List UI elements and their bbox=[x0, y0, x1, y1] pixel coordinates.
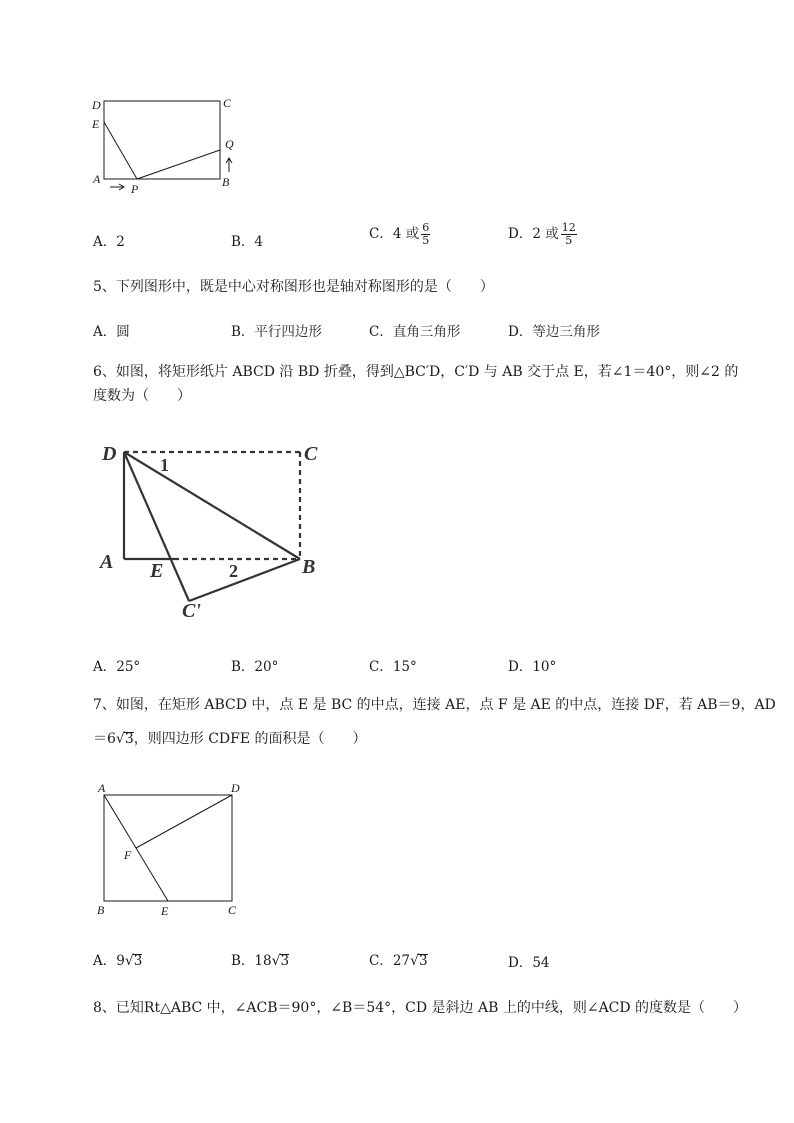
q4-option-c-fraction: $\frac{6}{5}$ bbox=[422, 221, 430, 247]
q4-option-d[interactable] bbox=[508, 222, 577, 247]
fig4-label-d: D bbox=[92, 98, 101, 112]
fig7-label-b: B bbox=[97, 903, 105, 917]
fig7-segment-ae bbox=[104, 795, 168, 901]
fig4-label-b: B bbox=[222, 175, 230, 189]
q7-question-line1: 7、如图，在矩形 ABCD 中，点 E 是 BC 的中点，连接 AE，点 F 是 AE 的中点，连接 DF，若 AB＝9，AD bbox=[93, 697, 776, 713]
q4-option-a[interactable]: A．2 bbox=[93, 234, 125, 250]
fig7-label-e: E bbox=[161, 904, 169, 918]
q8-question-text: 8、已知Rt△ABC 中，∠ACB＝90°，∠B＝54°，CD 是斜边 AB 上的中线，则∠ACD 的度数是（ ） bbox=[93, 1000, 748, 1016]
fig6-angle-2-label: 2 bbox=[229, 561, 238, 581]
q7-option-b[interactable]: B．18√3 bbox=[231, 953, 290, 969]
fig6-label-b: B bbox=[302, 556, 316, 578]
q6-question-line1: 6、如图，将矩形纸片 ABCD 沿 BD 折叠，得到△BC′D，C′D 与 AB 交于点 E，若∠1＝40°，则∠2 的 bbox=[93, 364, 739, 380]
q5-option-c[interactable]: C．直角三角形 bbox=[369, 324, 461, 340]
fig4-arrowhead-q bbox=[226, 158, 232, 163]
fig4-label-e: E bbox=[92, 117, 100, 131]
q7-question-line2: ＝6√3，则四边形 CDFE 的面积是（ ） bbox=[93, 731, 367, 747]
fig7-label-f: F bbox=[124, 848, 132, 862]
fig7-label-c: C bbox=[228, 903, 237, 917]
fig4-segment-ep bbox=[104, 122, 137, 179]
q6-option-d[interactable]: D．10° bbox=[508, 659, 557, 675]
q5-question-text: 5、下列图形中，既是中心对称图形也是轴对称图形的是（ ） bbox=[93, 279, 494, 295]
q4-option-c-prefix: C．4 或 bbox=[369, 226, 420, 242]
fig6-label-c: C bbox=[304, 443, 318, 465]
fig7-segment-fd bbox=[136, 795, 232, 848]
fig6-label-a: A bbox=[100, 551, 114, 573]
fig6-label-d: D bbox=[102, 443, 117, 465]
fig6-label-c-prime: C' bbox=[182, 600, 201, 622]
q5-option-b[interactable]: B．平行四边形 bbox=[231, 324, 322, 340]
q4-option-c[interactable] bbox=[369, 222, 430, 247]
fig4-label-c: C bbox=[223, 96, 232, 110]
q6-option-a[interactable]: A．25° bbox=[93, 659, 141, 675]
fig7-rectangle bbox=[104, 795, 232, 901]
fig4-label-p: P bbox=[131, 182, 139, 196]
q7-option-c[interactable]: C．27√3 bbox=[369, 953, 428, 969]
fig4-arrowhead-p bbox=[119, 184, 124, 190]
fig4-label-q: Q bbox=[225, 137, 234, 151]
fig7-label-d: D bbox=[231, 781, 240, 795]
fig6-angle-1-label: 1 bbox=[160, 455, 169, 475]
fig6-diagonal-db bbox=[124, 452, 300, 559]
q6-option-b[interactable]: B．20° bbox=[231, 659, 279, 675]
fig7-label-a: A bbox=[98, 781, 106, 795]
q7-option-d[interactable]: D．54 bbox=[508, 955, 550, 971]
q7-sqrt-3: 3 bbox=[124, 731, 134, 747]
fig6-label-e: E bbox=[150, 560, 164, 582]
fig6-side-dc-prime bbox=[124, 452, 189, 601]
q5-option-a[interactable]: A．圆 bbox=[93, 324, 130, 340]
q7-option-a[interactable]: A．9√3 bbox=[93, 953, 143, 969]
q4-option-d-prefix: D．2 或 bbox=[508, 226, 559, 242]
fig4-label-a: A bbox=[93, 172, 101, 186]
q6-option-c[interactable]: C．15° bbox=[369, 659, 417, 675]
q4-option-d-fraction: $\frac{12}{5}$ bbox=[561, 221, 576, 247]
fig4-rectangle bbox=[104, 101, 220, 179]
q4-option-b[interactable]: B．4 bbox=[231, 234, 264, 250]
fig6-side-c-prime-b bbox=[189, 559, 300, 601]
q6-question-line2: 度数为（ ） bbox=[93, 388, 191, 404]
fig4-segment-pq bbox=[137, 150, 220, 179]
q5-option-d[interactable]: D．等边三角形 bbox=[508, 324, 600, 340]
